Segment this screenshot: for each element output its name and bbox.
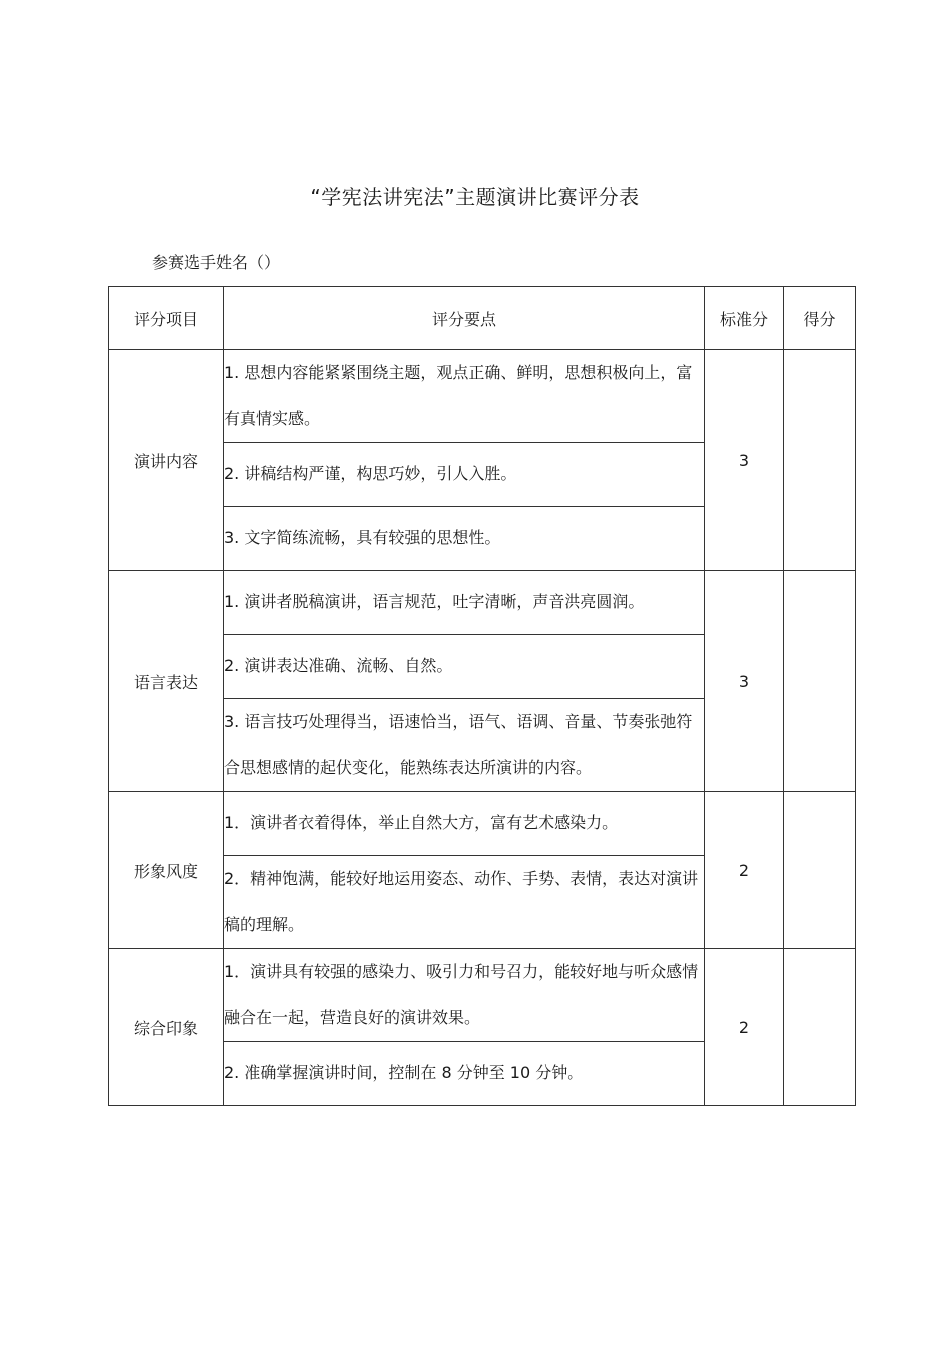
- table-row: [109, 571, 856, 635]
- contestant-name-label: 参赛选手姓名（）: [152, 253, 281, 272]
- scoring-point: 3. 文字简练流畅，具有较强的思想性。: [224, 507, 705, 571]
- header-points: 评分要点: [224, 287, 705, 350]
- scoring-point: 1．演讲者衣着得体，举止自然大方，富有艺术感染力。: [224, 792, 705, 856]
- header-standard-score: 标准分: [705, 287, 784, 350]
- header-category: 评分项目: [109, 287, 224, 350]
- scoring-table: [108, 286, 856, 1106]
- table-row: [109, 792, 856, 856]
- obtained-score-cell[interactable]: [784, 350, 856, 571]
- scoring-point: 2．精神饱满，能较好地运用姿态、动作、手势、表情，表达对演讲稿的理解。: [224, 856, 705, 949]
- obtained-score-cell[interactable]: [784, 792, 856, 949]
- scoring-point: 1. 演讲者脱稿演讲，语言规范，吐字清晰，声音洪亮圆润。: [224, 571, 705, 635]
- standard-score-cell: 2: [705, 792, 784, 949]
- scoring-point: 2. 讲稿结构严谨，构思巧妙，引人入胜。: [224, 443, 705, 507]
- scoring-point: 1. 思想内容能紧紧围绕主题，观点正确、鲜明，思想积极向上，富有真情实感。: [224, 350, 705, 443]
- standard-score-cell: 2: [705, 949, 784, 1106]
- table-header-row: [109, 287, 856, 350]
- table-row: [109, 350, 856, 443]
- standard-score-cell: 3: [705, 350, 784, 571]
- category-appearance: 形象风度: [109, 792, 224, 949]
- obtained-score-cell[interactable]: [784, 949, 856, 1106]
- document-title: “学宪法讲宪法”主题演讲比赛评分表: [310, 185, 640, 209]
- scoring-point: 1．演讲具有较强的感染力、吸引力和号召力，能较好地与听众感情融合在一起，营造良好的演讲效果。: [224, 949, 705, 1042]
- scoring-point: 2. 演讲表达准确、流畅、自然。: [224, 635, 705, 699]
- scoring-point: 3. 语言技巧处理得当，语速恰当，语气、语调、音量、节奏张弛符合思想感情的起伏变化，能熟练表达所演讲的内容。: [224, 699, 705, 792]
- category-language-expression: 语言表达: [109, 571, 224, 792]
- category-speech-content: 演讲内容: [109, 350, 224, 571]
- obtained-score-cell[interactable]: [784, 571, 856, 792]
- standard-score-cell: 3: [705, 571, 784, 792]
- header-obtained-score: 得分: [784, 287, 856, 350]
- category-overall-impression: 综合印象: [109, 949, 224, 1106]
- scoring-point: 2. 准确掌握演讲时间，控制在 8 分钟至 10 分钟。: [224, 1042, 705, 1106]
- table-row: [109, 949, 856, 1042]
